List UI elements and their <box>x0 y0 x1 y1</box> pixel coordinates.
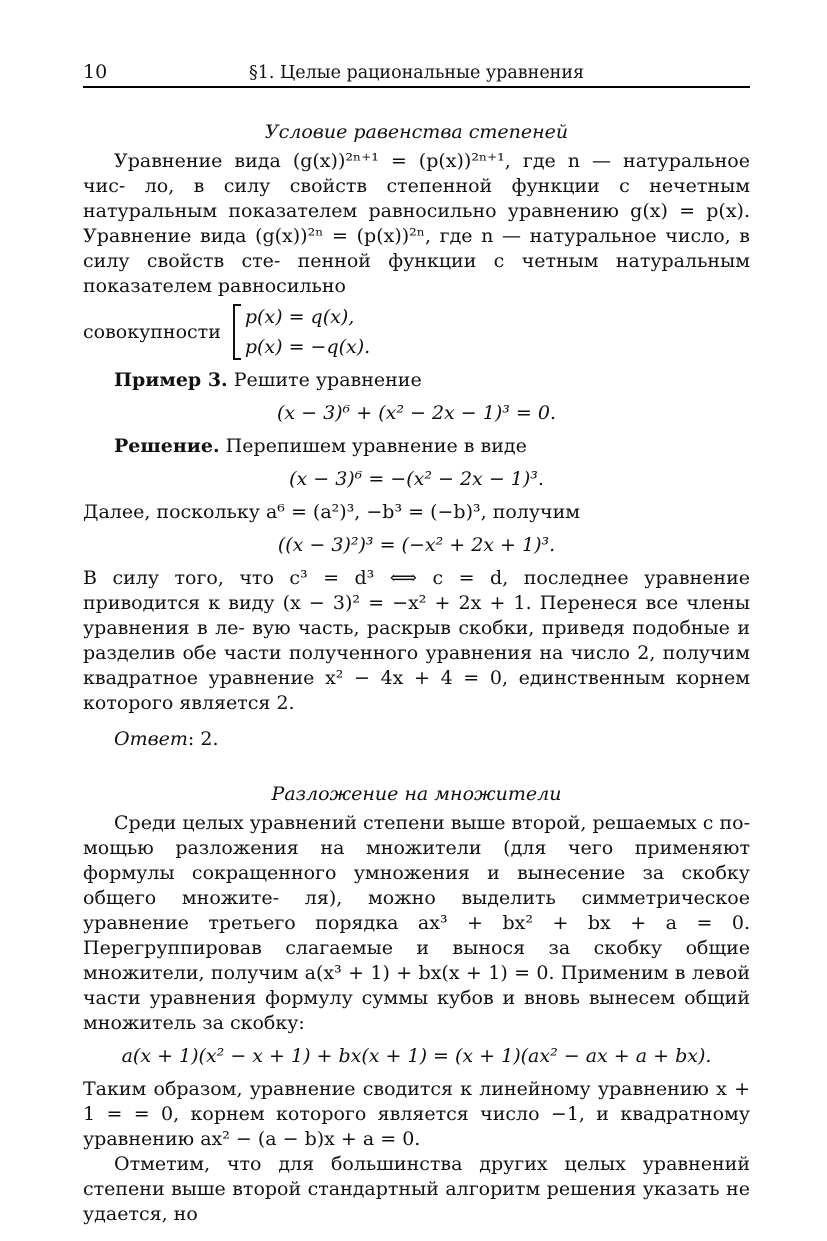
page-header <box>83 58 750 88</box>
text-line: мощью разложения на множители (для чего применяют формулы <box>83 837 750 884</box>
section-title-powers: Условие равенства степеней <box>264 121 569 143</box>
example-equation: (x − 3)⁶ + (x² − 2x − 1)³ = 0. <box>276 402 557 424</box>
solution-text: Перепишем уравнение в виде <box>225 435 527 457</box>
page <box>83 58 750 1227</box>
text-line: ля), можно выделить симметрическое уравнение третьего порядка <box>83 887 750 934</box>
example-label: Пример 3. <box>114 369 228 391</box>
system-equation: p(x) = q(x), <box>244 306 355 328</box>
text-line: выше второй стандартный алгоритм решения указать не удается, но <box>83 1178 750 1225</box>
text-line: ax³ + bx² + bx + a = 0. Перегруппировав слагаемые и вынося за скобку <box>83 912 751 959</box>
text-line: ax² − (a − b)x + a = 0. <box>200 1128 421 1150</box>
system-equation: p(x) = −q(x). <box>244 336 371 358</box>
text-line: Таким образом, уравнение сводится к линейному уравнению x + 1 = <box>83 1078 750 1125</box>
answer-line <box>83 727 750 752</box>
paragraph-conclusion <box>83 1077 750 1152</box>
text-line: Уравнение вида (g(x))²ⁿ⁺¹ = (p(x))²ⁿ⁺¹, где n — натуральное чис- <box>83 150 750 197</box>
text-line: пенной функции с четным натуральным показателем равносильно <box>83 250 750 297</box>
solution-line-2: Далее, поскольку a⁶ = (a²)³, −b³ = (−b)³, получим <box>83 501 581 523</box>
answer-value: : 2. <box>187 728 219 750</box>
paragraph-powers <box>83 149 750 299</box>
square-bracket-group <box>233 302 370 362</box>
solution-equation-1: (x − 3)⁶ = −(x² − 2x − 1)³. <box>289 468 544 490</box>
text-line: к виду (x − 3)² = −x² + 2x + 1. Перенеся все члены уравнения в ле- <box>83 592 750 639</box>
system-label: совокупности <box>83 320 221 343</box>
text-line: общий множитель за скобку: <box>83 987 750 1034</box>
text-line: x² − 4x + 4 = 0, единственным корнем которого является 2. <box>83 667 750 714</box>
solution-equation-2: ((x − 3)²)³ = (−x² + 2x + 1)³. <box>277 534 556 556</box>
text-line: общие множители, получим a(x³ + 1) + bx(x + 1) = 0. Применим <box>83 937 751 984</box>
paragraph-remark <box>83 1152 750 1227</box>
solution-label: Решение. <box>114 435 220 457</box>
text-line: (g(x))²ⁿ = (p(x))²ⁿ, где n — натуральное число, в силу свойств сте- <box>83 225 750 272</box>
solution-paragraph <box>83 566 750 716</box>
text-line: В силу того, что c³ = d³ ⟺ c = d, последнее уравнение приводится <box>83 567 750 614</box>
text-line: вую часть, раскрыв скобки, приведя подобные и разделив обе части <box>83 617 751 664</box>
running-title: §1. Целые рациональные уравнения <box>248 63 585 83</box>
answer-label: Ответ <box>114 728 188 750</box>
section-title-factoring: Разложение на множители <box>271 783 562 805</box>
example-text: Решите уравнение <box>233 369 422 391</box>
text-line: ло, в силу свойств степенной функции с нечетным натуральным <box>83 175 750 222</box>
factoring-equation: a(x + 1)(x² − x + 1) + bx(x + 1) = (x + 1)(ax² − ax + a + bx). <box>121 1045 712 1067</box>
text-line: Отметим, что для большинства других целых уравнений степени <box>83 1153 750 1200</box>
system-of-equations <box>83 302 750 362</box>
paragraph-factoring <box>83 811 750 1036</box>
text-line: сокращенного умножения и вынесение за скобку общего множите- <box>83 862 750 909</box>
text-line: = 0, корнем которого является число −1, и квадратному уравнению <box>83 1103 750 1150</box>
solution-statement <box>83 434 750 459</box>
text-line: Среди целых уравнений степени выше второй, решаемых с по- <box>114 812 750 834</box>
text-line: показателем равносильно уравнению g(x) = p(x). Уравнение вида <box>83 200 750 247</box>
text-line: в левой части уравнения формулу суммы кубов и вновь вынесем <box>83 962 750 1009</box>
example-statement <box>83 368 750 393</box>
page-number: 10 <box>83 61 108 83</box>
text-line: полученного уравнения на число 2, получим квадратное уравнение <box>83 642 751 689</box>
